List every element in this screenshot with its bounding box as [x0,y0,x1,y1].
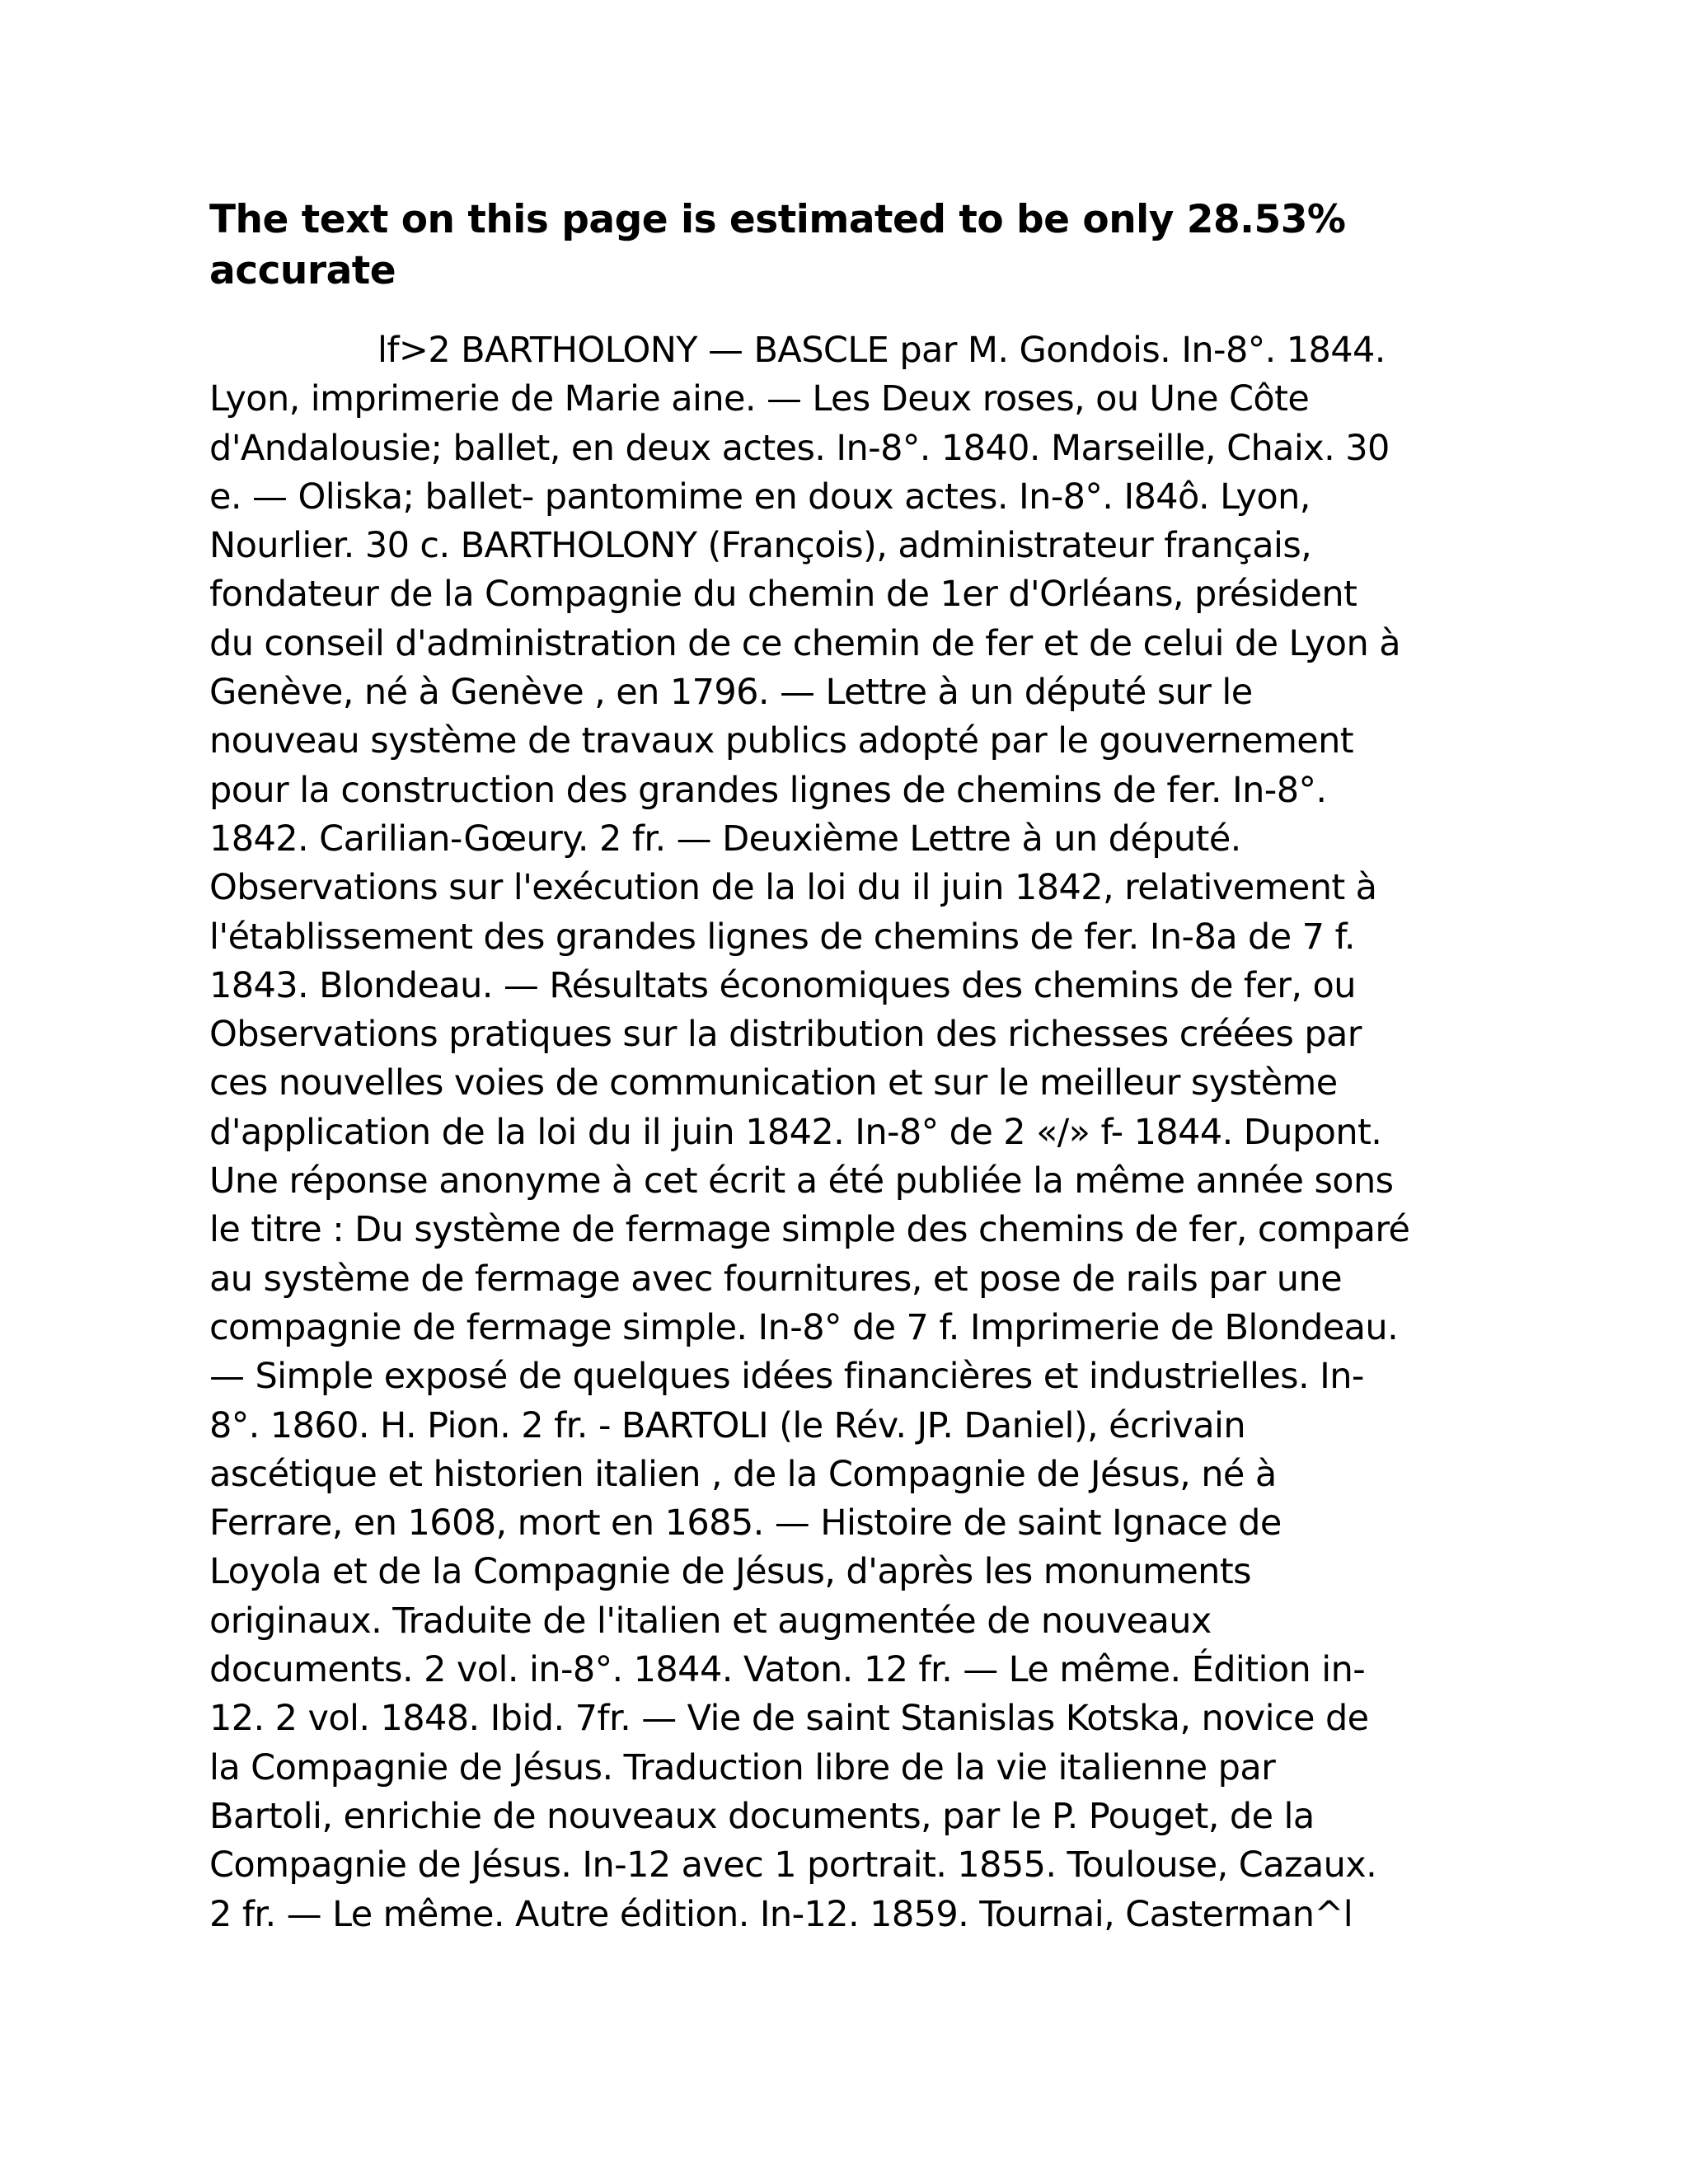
body-text-line: Ferrare, en 1608, mort en 1685. — Histoire de saint Ignace de [209,1502,1282,1544]
body-text-line: originaux. Traduite de l'italien et augmentée de nouveaux [209,1600,1212,1642]
body-text-line: Genève, né à Genève , en 1796. — Lettre à un député sur le [209,672,1253,714]
accuracy-heading [209,194,1479,297]
body-text-line: documents. 2 vol. in-8°. 1844. Vaton. 12 fr. — Le même. Édition in- [209,1649,1366,1691]
body-text-line: Observations sur l'exécution de la loi du il juin 1842, relativement à [209,867,1377,909]
body-text-line: 8°. 1860. H. Pion. 2 fr. - BARTOLI (le Rév. JP. Daniel), écrivain [209,1404,1246,1446]
body-text-line: Loyola et de la Compagnie de Jésus, d'après les monuments [209,1551,1251,1593]
body-text-line: nouveau système de travaux publics adopté par le gouvernement [209,720,1354,762]
body-text-line: — Simple exposé de quelques idées financières et industrielles. In- [209,1356,1364,1398]
body-text-line: Bartoli, enrichie de nouveaux documents, par le P. Pouget, de la [209,1795,1315,1837]
body-text-line: d'application de la loi du il juin 1842. In-8° de 2 «/» f- 1844. Dupont. [209,1111,1382,1153]
body-text-line: au système de fermage avec fournitures, et pose de rails par une [209,1258,1342,1300]
body-text-line: pour la construction des grandes lignes de chemins de fer. In-8°. [209,769,1327,811]
ocr-body-text [209,326,1479,1939]
body-text-line: Une réponse anonyme à cet écrit a été publiée la même année sons [209,1160,1394,1202]
body-text-line: 12. 2 vol. 1848. Ibid. 7fr. — Vie de saint Stanislas Kotska, novice de [209,1698,1369,1740]
body-text-line: ascétique et historien italien , de la Compagnie de Jésus, né à [209,1453,1277,1495]
body-text-line: 2 fr. — Le même. Autre édition. In-12. 1859. Tournai, Casterman^l [209,1893,1353,1935]
body-text-line: la Compagnie de Jésus. Traduction libre de la vie italienne par [209,1746,1276,1788]
body-text-line: 1842. Carilian-Gœury. 2 fr. — Deuxième Lettre à un député. [209,818,1241,860]
body-text-line: le titre : Du système de fermage simple des chemins de fer, comparé [209,1209,1410,1251]
accuracy-heading-line-1: The text on this page is estimated to be only 28.53% [209,197,1346,242]
body-text-line: Compagnie de Jésus. In-12 avec 1 portrait. 1855. Toulouse, Cazaux. [209,1844,1377,1886]
body-text-line: Lyon, imprimerie de Marie aine. — Les Deux roses, ou Une Côte [209,378,1310,420]
body-text-line: lf>2 BARTHOLONY — BASCLE par M. Gondois. In-8°. 1844. [377,330,1386,371]
body-text-line: d'Andalousie; ballet, en deux actes. In-8°. 1840. Marseille, Chaix. 30 [209,427,1390,469]
body-text-line: Nourlier. 30 c. BARTHOLONY (François), administrateur français, [209,525,1312,567]
body-text-line: fondateur de la Compagnie du chemin de 1er d'Orléans, président [209,574,1357,616]
body-text-line: Observations pratiques sur la distribution des richesses créées par [209,1014,1362,1056]
accuracy-heading-line-2: accurate [209,248,396,293]
body-text-line: l'établissement des grandes lignes de chemins de fer. In-8a de 7 f. [209,916,1355,958]
body-text-line: 1843. Blondeau. — Résultats économiques des chemins de fer, ou [209,964,1356,1006]
body-text-line: compagnie de fermage simple. In-8° de 7 f. Imprimerie de Blondeau. [209,1306,1399,1348]
document-page [209,194,1479,1939]
body-text-line: du conseil d'administration de ce chemin de fer et de celui de Lyon à [209,622,1400,664]
body-text-line: e. — Oliska; ballet- pantomime en doux actes. In-8°. I84ô. Lyon, [209,476,1311,518]
body-text-line: ces nouvelles voies de communication et sur le meilleur système [209,1062,1338,1104]
